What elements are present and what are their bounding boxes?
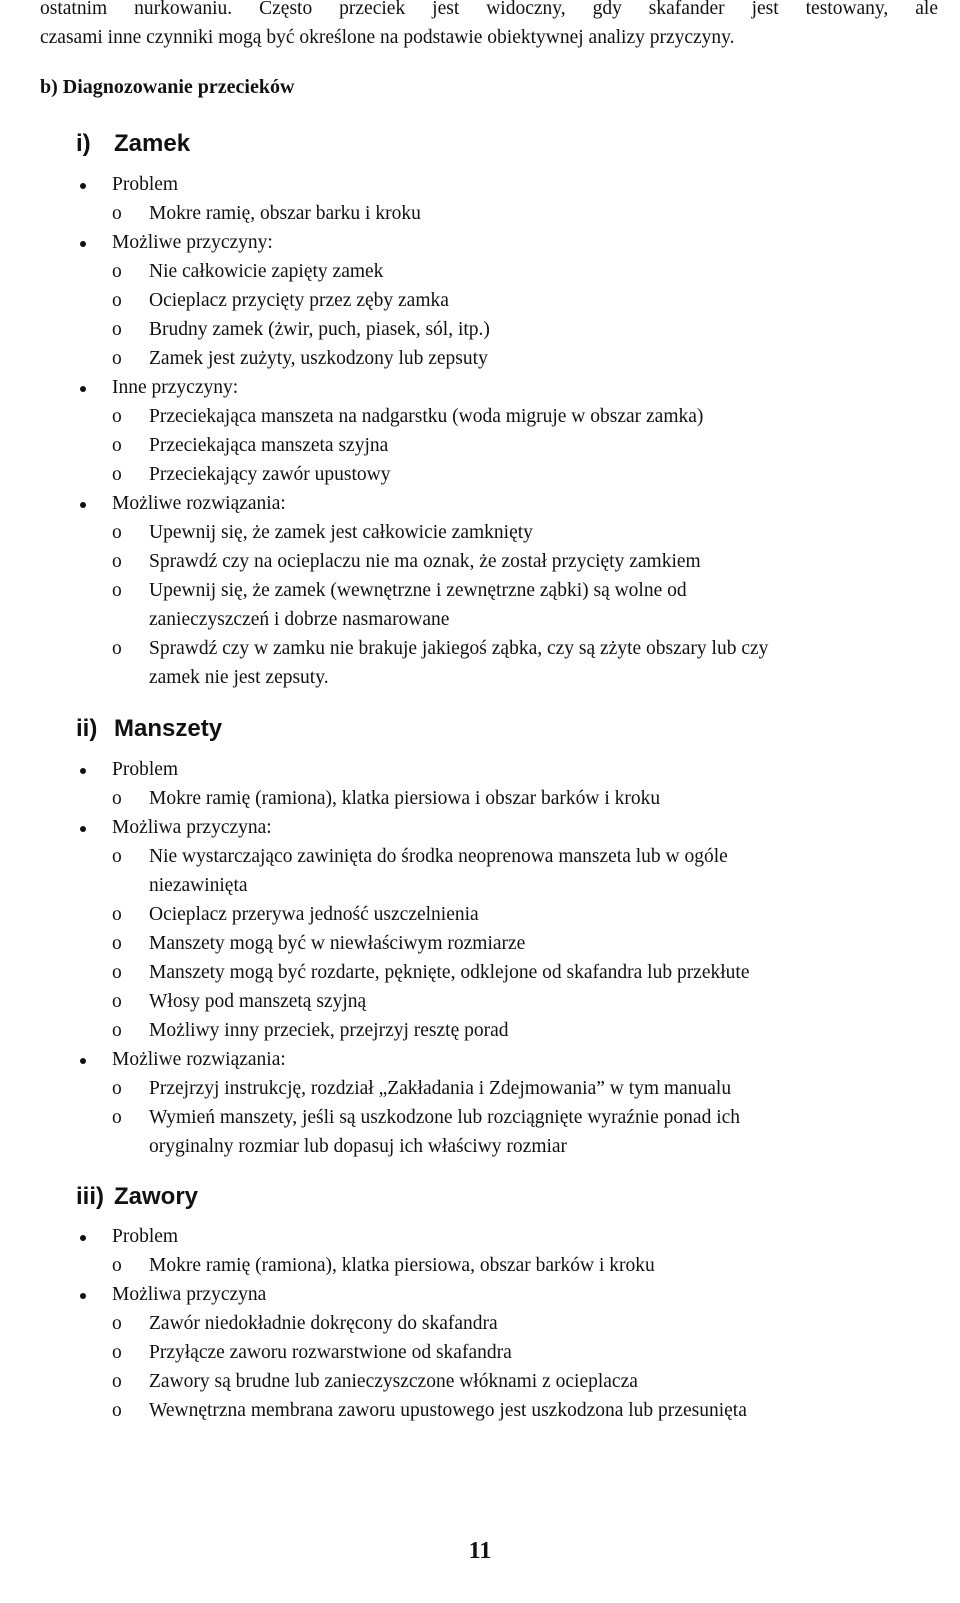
bullet-icon <box>76 1280 90 1309</box>
bullet-icon <box>76 813 90 842</box>
circle-bullet-icon: o <box>112 1255 122 1276</box>
circle-bullet-icon: o <box>112 1107 122 1128</box>
bullet-icon <box>76 1222 90 1251</box>
circle-bullet-icon: o <box>112 1020 122 1041</box>
bullet-icon <box>76 755 90 784</box>
circle-bullet-icon: o <box>112 1342 122 1363</box>
circle-bullet-icon: o <box>112 435 122 456</box>
subsection-number: i) <box>76 130 91 157</box>
subsection-title: Manszety <box>114 715 223 742</box>
circle-bullet-icon: o <box>112 846 122 867</box>
subsection-number: ii) <box>76 715 98 742</box>
circle-bullet-icon: o <box>112 261 122 282</box>
circle-bullet-icon: o <box>112 1078 122 1099</box>
circle-bullet-icon: o <box>112 464 122 485</box>
circle-bullet-icon: o <box>112 203 122 224</box>
bullet-icon <box>76 170 90 199</box>
subsection-heading-zawory <box>76 1183 198 1211</box>
circle-bullet-icon: o <box>112 788 122 809</box>
circle-bullet-icon: o <box>112 1313 122 1334</box>
circle-bullet-icon: o <box>112 638 122 659</box>
intro-paragraph <box>40 0 938 52</box>
subsection-title: Zawory <box>114 1183 199 1210</box>
circle-bullet-icon: o <box>112 962 122 983</box>
subsection-heading-zamek <box>76 130 190 158</box>
circle-bullet-icon: o <box>112 1371 122 1392</box>
intro-line-1: ostatnim nurkowaniu. Często przeciek jest widoczny, gdy skafander jest testowany, ale <box>40 0 938 19</box>
circle-bullet-icon: o <box>112 551 122 572</box>
bullet-icon <box>76 489 90 518</box>
subsection-number: iii) <box>76 1183 104 1210</box>
circle-bullet-icon: o <box>112 991 122 1012</box>
circle-bullet-icon: o <box>112 290 122 311</box>
circle-bullet-icon: o <box>112 522 122 543</box>
circle-bullet-icon: o <box>112 933 122 954</box>
section-heading-b: b) Diagnozowanie przecieków <box>40 76 295 98</box>
bullet-icon <box>76 1045 90 1074</box>
subsection-title: Zamek <box>114 130 191 157</box>
page-number: 11 <box>468 1538 492 1564</box>
circle-bullet-icon: o <box>112 406 122 427</box>
subsection-heading-manszety <box>76 715 222 743</box>
circle-bullet-icon: o <box>112 580 122 601</box>
intro-line-2: czasami inne czynniki mogą być określone na podstawie obiektywnej analizy przyczyny. <box>40 27 735 48</box>
bullet-icon <box>76 373 90 402</box>
circle-bullet-icon: o <box>112 1400 122 1421</box>
circle-bullet-icon: o <box>112 348 122 369</box>
circle-bullet-icon: o <box>112 904 122 925</box>
circle-bullet-icon: o <box>112 319 122 340</box>
bullet-icon <box>76 228 90 257</box>
document-page: ostatnim nurkowaniu. Często przeciek jest widoczny, gdy skafander jest testowany, ale czasami inne czynniki mogą być określone na podstawie obiektywnej analizy przyczyny. b) Diagnozowanie przecieków i) Zamek Problem o Mokre ramię, obszar barku i kroku Możliwe przyczyny: o Nie całkowicie zapięty zamek o Ocieplacz przycięty przez zęby zamka o Brudny zamek (żwir, puch, piasek, sól, itp.) o Zamek jest zużyty, uszkodzony lub zepsuty Inne przyczyny: o Przeciekająca manszeta na nadgarstku (woda migruje w obszar zamka) o Przeciekająca manszeta szyjna o Przeciekający zawór upustowy Możliwe rozwiązania: o Upewnij się, że zamek jest całkowicie zamknięty o Sprawdź czy na ocieplaczu nie ma oznak, że został przycięty zamkiem o Upewnij się, że zamek (wewnętrzne i zewnętrzne ząbki) są wolne od zanieczyszczeń i dobrze nasmarowane o Sprawdź czy w zamku nie brakuje jakiegoś ząbka, czy są zżyte obszary lub czy zamek nie jest zepsuty. ii) Manszety Problem o Mokre ramię (ramiona), klatka piersiowa i obszar barków i kroku Możliwa przyczyna: o Nie wystarczająco zawinięta do środka neoprenowa manszeta lub w ogóle niezawinięta o Ocieplacz przerywa jedność uszczelnienia o Manszety mogą być w niewłaściwym rozmiarze o Manszety mogą być rozdarte, pęknięte, odklejone od skafandra lub przekłute o Włosy pod manszetą szyjną o Możliwy inny przeciek, przejrzyj resztę porad Możliwe rozwiązania: o Przejrzyj instrukcję, rozdział „Zakładania i Zdejmowania” w tym manualu o Wymień manszety, jeśli są uszkodzone lub rozciągnięte wyraźnie ponad ich oryginalny rozmiar lub dopasuj ich właściwy rozmiar iii) Zawory Problem o Mokre ramię (ramiona), klatka piersiowa, obszar barków i kroku Możliwa przyczyna o Zawór niedokładnie dokręcony do skafandra o Przyłącze zaworu rozwarstwione od skafandra o Zawory są brudne lub zanieczyszczone włóknami z ocieplacza o Wewnętrzna membrana zaworu upustowego jest uszkodzona lub przesunięta 11 <box>0 0 960 1603</box>
